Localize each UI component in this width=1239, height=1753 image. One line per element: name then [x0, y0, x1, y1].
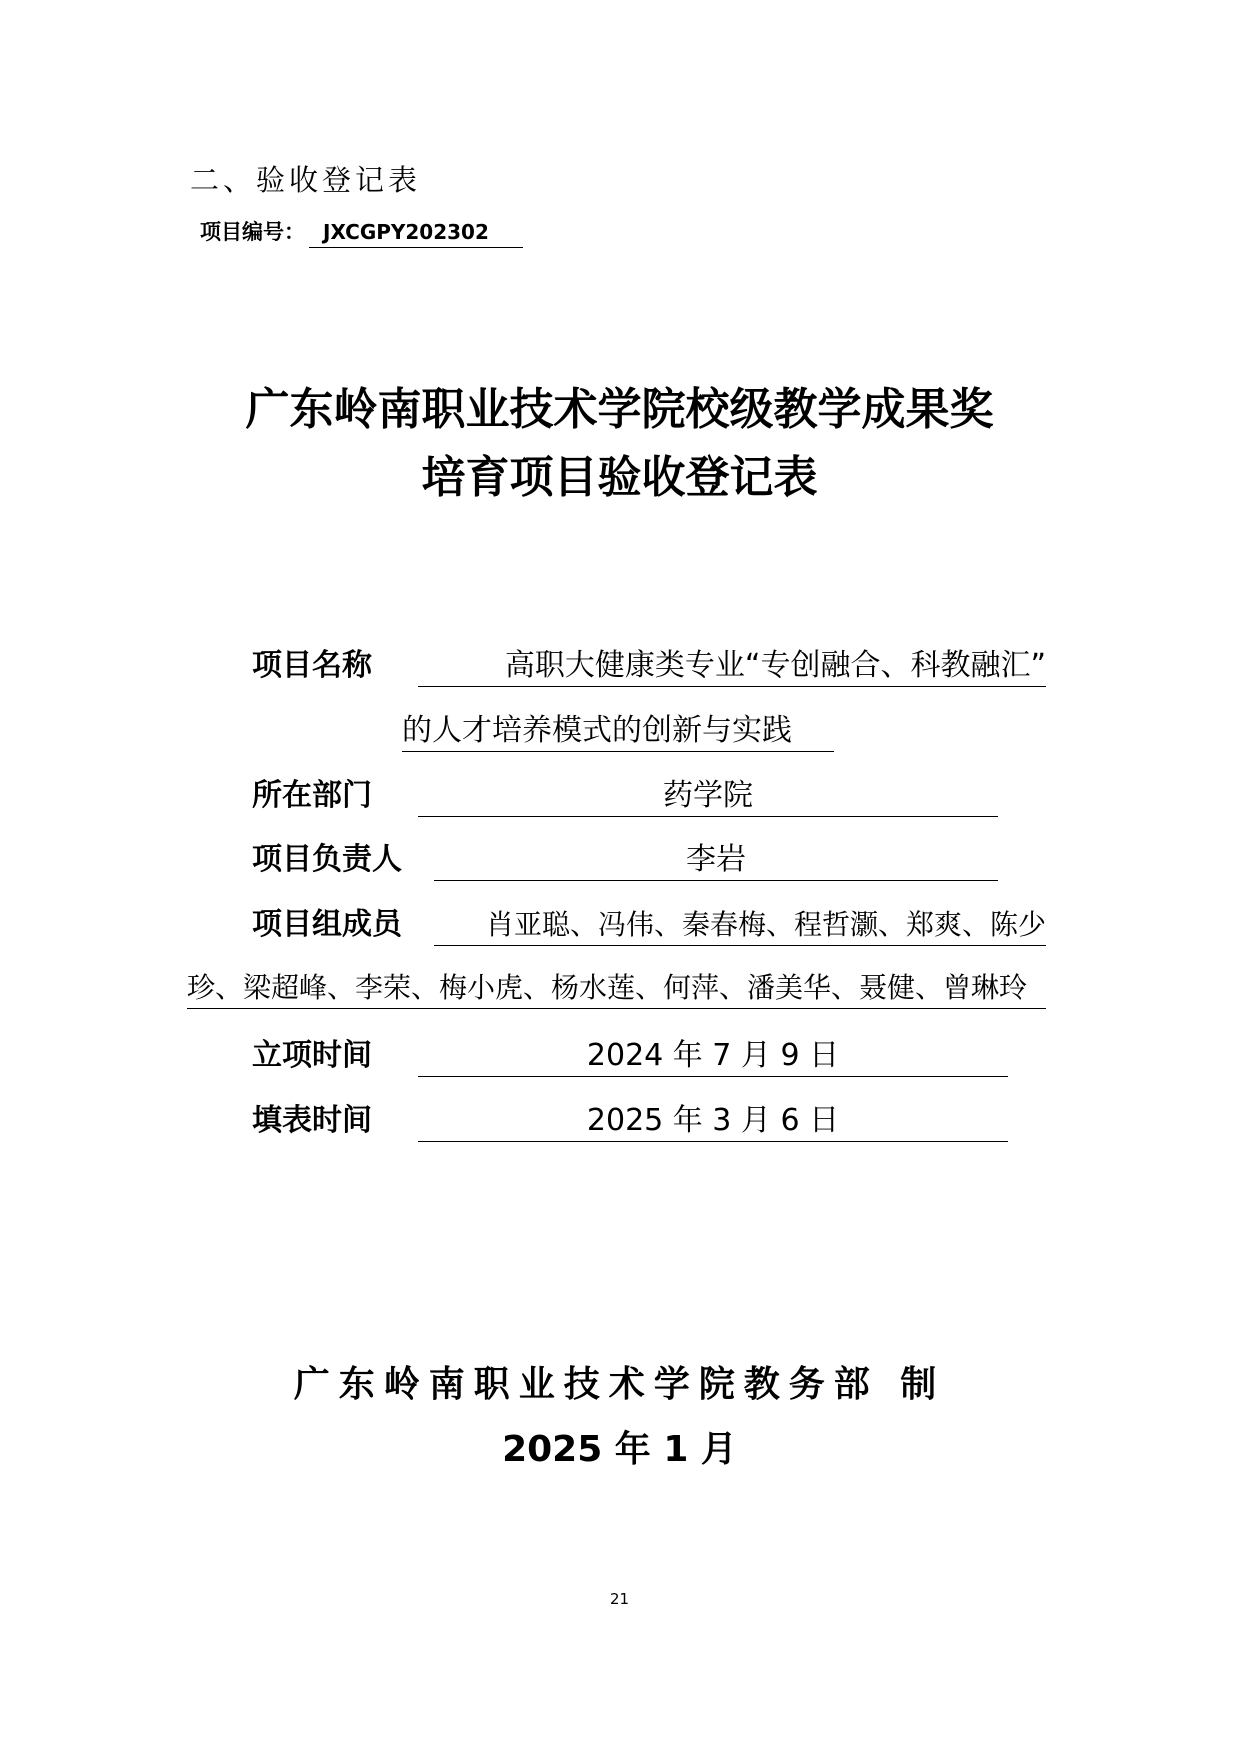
members-value-line1: 肖亚聪、冯伟、秦春梅、程哲灏、郑爽、陈少	[434, 905, 1046, 946]
section-heading: 二、验收登记表	[190, 163, 422, 197]
department-value: 药学院	[418, 776, 998, 817]
footer-date: 2025 年 1 月	[502, 1429, 737, 1470]
project-number	[200, 217, 523, 248]
project-name-label: 项目名称	[252, 648, 372, 683]
leader-label: 项目负责人	[252, 842, 402, 877]
fill-date-label: 填表时间	[252, 1103, 372, 1138]
department-label: 所在部门	[252, 778, 372, 813]
members-label: 项目组成员	[252, 907, 402, 942]
start-date-label: 立项时间	[252, 1038, 372, 1073]
leader-value: 李岩	[434, 840, 998, 881]
fill-date-value: 2025 年 3 月 6 日	[418, 1101, 1008, 1142]
project-name-value-line1: 高职大健康类专业“专创融合、科教融汇”	[418, 646, 1046, 687]
project-number-label: 项目编号：	[200, 220, 305, 244]
members-value-line2: 珍、梁超峰、李荣、梅小虎、杨水莲、何萍、潘美华、聂健、曾琳玲	[187, 968, 1046, 1009]
project-name-value-line2: 的人才培养模式的创新与实践	[402, 711, 834, 752]
start-date-value: 2024 年 7 月 9 日	[418, 1036, 1008, 1077]
page-number: 21	[609, 1590, 630, 1608]
project-number-value: JXCGPY202302	[309, 217, 523, 248]
footer-organization: 广东岭南职业技术学院教务部 制	[293, 1364, 946, 1405]
page-title-line2: 培育项目验收登记表	[421, 452, 818, 503]
page-title-line1: 广东岭南职业技术学院校级教学成果奖	[245, 384, 994, 435]
